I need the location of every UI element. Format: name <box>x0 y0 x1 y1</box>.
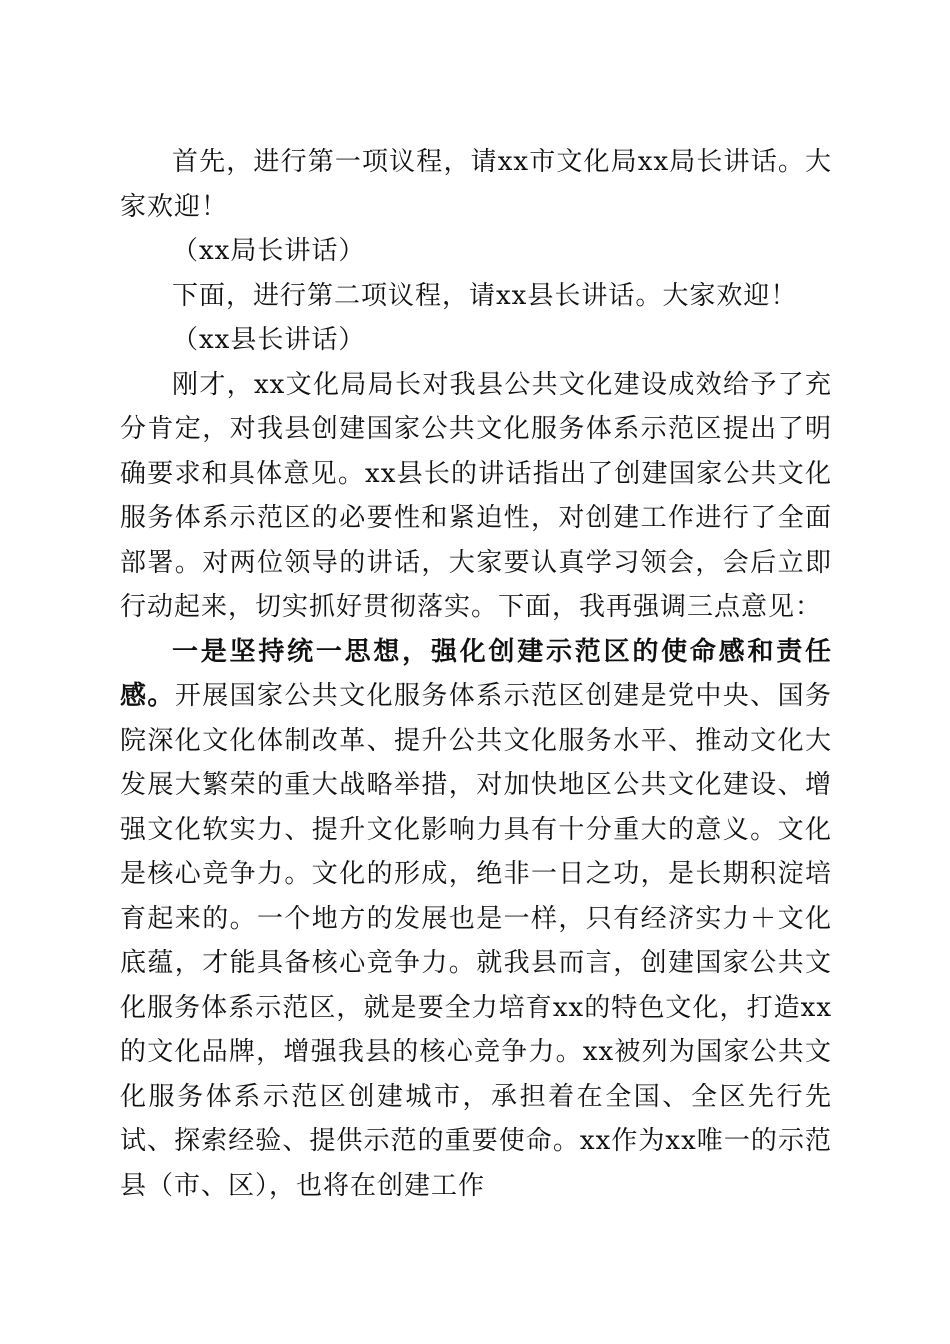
paragraph-speech-note-1: （xx局长讲话） <box>172 236 366 266</box>
point-1-heading: 一是坚持统一思想，强化创建示范区的使命感和责任感。 <box>120 636 832 711</box>
point-1-body: 开展国家公共文化服务体系示范区创建是党中央、国务院深化文化体制改革、提升公共文化服务水平、推动文化大发展大繁荣的重大战略举措，对加快地区公共文化建设、增强文化软实力、提升文化影响力具有十分重大的意义。文化是核心竞争力。文化的形成，绝非一日之功，是长期积淀培育起来的。一个地方的发展也是一样，只有经济实力＋文化底蕴，才能具备核心竞争力。就我县而言，创建国家公共文化服务体系示范区，就是要全力培育xx的特色文化，打造xx的文化品牌，增强我县的核心竞争力。xx被列为国家公共文化服务体系示范区创建城市，承担着在全国、全区先行先试、探索经验、提供示范的重要使命。xx作为xx唯一的示范县（市、区），也将在创建工作 <box>120 681 832 1201</box>
paragraph-summary: 刚才，xx文化局局长对我县公共文化建设成效给予了充分肯定，对我县创建国家公共文化服务体系示范区提出了明确要求和具体意见。xx县长的讲话指出了创建国家公共文化服务体系示范区的必要性和紧迫性，对创建工作进行了全面部署。对两位领导的讲话，大家要认真学习领会，会后立即行动起来，切实抓好贯彻落实。下面，我再强调三点意见： <box>120 369 832 622</box>
paragraph-point-1 <box>120 630 832 1209</box>
paragraph-agenda-2: 下面，进行第二项议程，请xx县长讲话。大家欢迎！ <box>172 280 798 311</box>
paragraph-speech-note-2: （xx县长讲话） <box>172 325 366 355</box>
document-body <box>120 140 832 1208</box>
paragraph-agenda-1: 首先，进行第一项议程，请xx市文化局xx局长讲话。大家欢迎！ <box>120 147 832 222</box>
